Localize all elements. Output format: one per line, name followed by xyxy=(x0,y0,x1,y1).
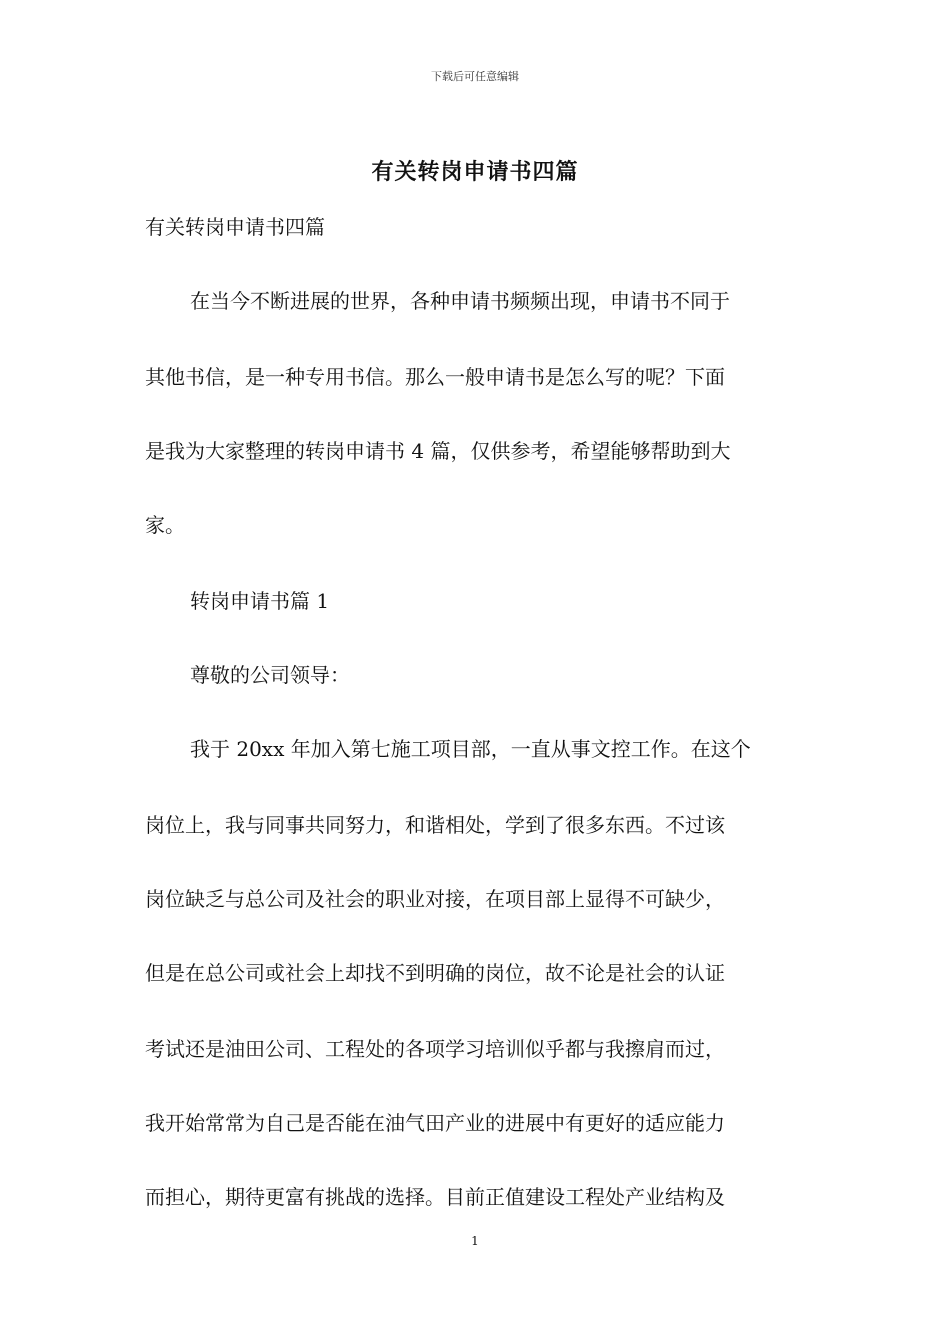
section-heading: 转岗申请书篇 1 xyxy=(190,589,330,613)
paragraph-line: 是我为大家整理的转岗申请书 4 篇，仅供参考，希望能够帮助到大 xyxy=(145,439,731,463)
paragraph-line: 我开始常常为自己是否能在油气田产业的进展中有更好的适应能力 xyxy=(145,1111,725,1135)
paragraph-line: 而担心，期待更富有挑战的选择。目前正值建设工程处产业结构及 xyxy=(145,1185,725,1209)
paragraph-line: 考试还是油田公司、工程处的各项学习培训似乎都与我擦肩而过， xyxy=(145,1037,725,1061)
paragraph-line: 但是在总公司或社会上却找不到明确的岗位，故不论是社会的认证 xyxy=(145,961,725,985)
paragraph-line: 我于 20xx 年加入第七施工项目部，一直从事文控工作。在这个 xyxy=(190,737,751,761)
salutation-line: 尊敬的公司领导： xyxy=(190,663,350,687)
paragraph-line: 在当今不断进展的世界，各种申请书频频出现，申请书不同于 xyxy=(190,289,730,313)
paragraph-line: 其他书信，是一种专用书信。那么一般申请书是怎么写的呢？下面 xyxy=(145,365,725,389)
paragraph-line: 岗位缺乏与总公司及社会的职业对接，在项目部上显得不可缺少， xyxy=(145,887,725,911)
subtitle-line: 有关转岗申请书四篇 xyxy=(145,215,325,239)
header-note: 下载后可任意编辑 xyxy=(431,70,519,83)
page-number: 1 xyxy=(471,1234,479,1248)
paragraph-line: 岗位上，我与同事共同努力，和谐相处，学到了很多东西。不过该 xyxy=(145,813,725,837)
paragraph-line: 家。 xyxy=(145,513,185,537)
document-title: 有关转岗申请书四篇 xyxy=(371,159,579,185)
